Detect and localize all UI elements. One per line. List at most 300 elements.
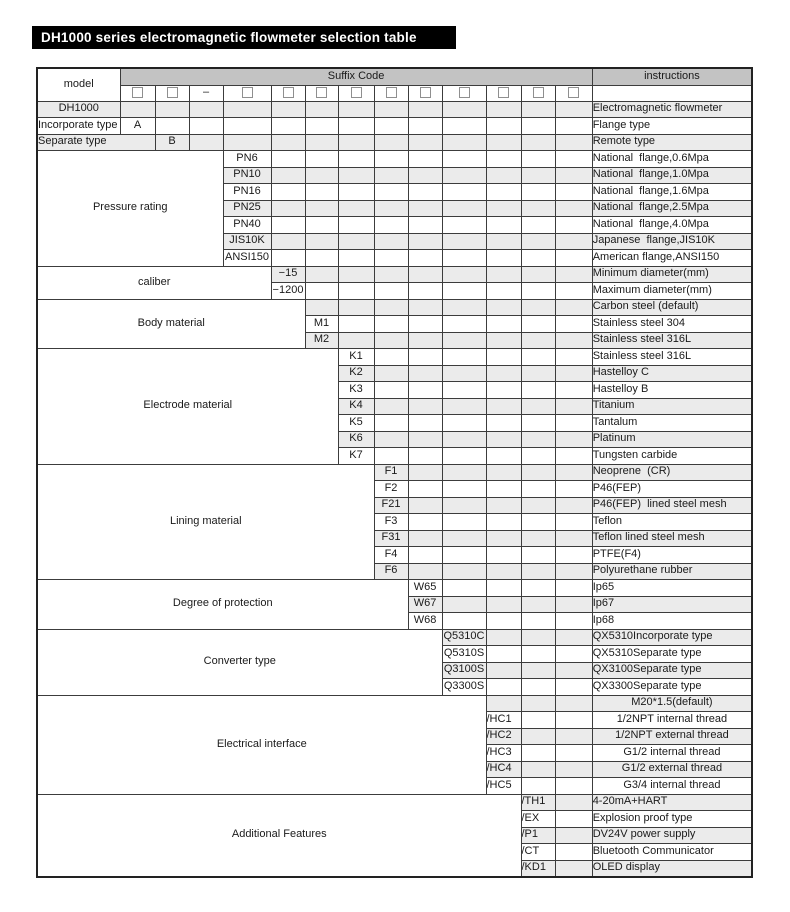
empty-cell	[305, 233, 338, 250]
empty-cell	[408, 167, 442, 184]
model-header: model	[37, 68, 120, 101]
empty-cell	[486, 250, 521, 267]
empty-cell	[555, 629, 592, 646]
code-cell: A	[120, 118, 155, 135]
empty-cell	[338, 101, 374, 118]
table-row-caliber-1	[37, 266, 752, 283]
empty-cell	[338, 266, 374, 283]
empty-cell	[408, 151, 442, 168]
section-label-additional-features: Additional Features	[37, 794, 521, 877]
empty-cell	[555, 167, 592, 184]
instruction-cell: G1/2 internal thread	[592, 745, 752, 762]
empty-cell	[374, 448, 408, 465]
empty-cell	[521, 596, 555, 613]
code-cell: F1	[374, 464, 408, 481]
empty-cell	[521, 629, 555, 646]
instruction-cell: Hastelloy B	[592, 382, 752, 399]
checkbox-cell	[223, 85, 271, 101]
empty-cell	[555, 233, 592, 250]
table-row-electrical-interface-1	[37, 695, 752, 712]
empty-cell	[521, 695, 555, 712]
empty-cell	[555, 794, 592, 811]
empty-cell	[521, 448, 555, 465]
empty-cell	[271, 200, 305, 217]
empty-cell	[189, 134, 223, 151]
checkbox-icon	[420, 87, 431, 98]
empty-cell	[305, 266, 338, 283]
dash-separator: –	[202, 86, 210, 99]
instruction-cell: National flange,1.0Mpa	[592, 167, 752, 184]
empty-cell	[555, 118, 592, 135]
empty-cell	[338, 332, 374, 349]
code-cell: K7	[338, 448, 374, 465]
empty-cell	[408, 101, 442, 118]
empty-cell	[442, 134, 486, 151]
empty-cell	[486, 398, 521, 415]
empty-cell	[271, 250, 305, 267]
empty-cell	[408, 184, 442, 201]
empty-cell	[521, 233, 555, 250]
table-row-body-material-1	[37, 299, 752, 316]
empty-cell	[486, 283, 521, 300]
empty-cell	[408, 266, 442, 283]
code-cell: PN40	[223, 217, 271, 234]
empty-cell	[442, 497, 486, 514]
empty-cell	[442, 365, 486, 382]
table-row-model-3	[37, 134, 752, 151]
dash-cell	[189, 85, 223, 101]
instruction-cell: Neoprene (CR)	[592, 464, 752, 481]
section-label-electrical-interface: Electrical interface	[37, 695, 486, 794]
empty-cell	[305, 217, 338, 234]
empty-cell	[486, 646, 521, 663]
empty-cell	[521, 398, 555, 415]
empty-cell	[338, 233, 374, 250]
code-cell: F21	[374, 497, 408, 514]
empty-cell	[521, 382, 555, 399]
checkbox-cell	[155, 85, 189, 101]
instruction-cell: Carbon steel (default)	[592, 299, 752, 316]
checkbox-cell	[271, 85, 305, 101]
code-cell: K4	[338, 398, 374, 415]
empty-cell	[408, 547, 442, 564]
empty-cell	[486, 332, 521, 349]
empty-cell	[305, 167, 338, 184]
instruction-cell: Minimum diameter(mm)	[592, 266, 752, 283]
instruction-cell: OLED display	[592, 860, 752, 877]
empty-cell	[442, 349, 486, 366]
empty-cell	[442, 217, 486, 234]
code-cell: F6	[374, 563, 408, 580]
empty-cell	[442, 580, 486, 597]
empty-cell	[555, 349, 592, 366]
suffix-code-header: Suffix Code	[120, 68, 592, 85]
instruction-cell: G3/4 internal thread	[592, 778, 752, 795]
empty-cell	[442, 250, 486, 267]
empty-cell	[486, 679, 521, 696]
instruction-cell: Remote type	[592, 134, 752, 151]
instruction-cell: Ip67	[592, 596, 752, 613]
instruction-cell: Bluetooth Communicator	[592, 844, 752, 861]
empty-cell	[486, 497, 521, 514]
code-cell: PN10	[223, 167, 271, 184]
code-cell: F31	[374, 530, 408, 547]
empty-cell	[555, 745, 592, 762]
empty-cell	[521, 728, 555, 745]
table-row-model-1	[37, 101, 752, 118]
table-row-electrode-material-1	[37, 349, 752, 366]
row-label-model-3: Separate type	[37, 134, 155, 151]
checkbox-icon	[167, 87, 178, 98]
code-cell: PN25	[223, 200, 271, 217]
empty-cell	[305, 283, 338, 300]
checkbox-cell	[521, 85, 555, 101]
empty-cell	[408, 299, 442, 316]
empty-cell	[408, 233, 442, 250]
empty-cell	[521, 613, 555, 630]
empty-cell	[521, 662, 555, 679]
instruction-cell: QX5310Separate type	[592, 646, 752, 663]
empty-cell	[555, 332, 592, 349]
instruction-cell: 1/2NPT internal thread	[592, 712, 752, 729]
empty-cell	[555, 448, 592, 465]
empty-cell	[442, 283, 486, 300]
instruction-cell: 4-20mA+HART	[592, 794, 752, 811]
empty-cell	[555, 547, 592, 564]
code-cell: /TH1	[521, 794, 555, 811]
empty-cell	[521, 134, 555, 151]
empty-cell	[442, 316, 486, 333]
code-cell: /HC1	[486, 712, 521, 729]
empty-cell	[223, 134, 271, 151]
empty-cell	[521, 217, 555, 234]
code-cell: −1200	[271, 283, 305, 300]
checkbox-icon	[316, 87, 327, 98]
empty-cell	[442, 514, 486, 531]
code-cell: M1	[305, 316, 338, 333]
empty-cell	[374, 299, 408, 316]
empty-cell	[442, 266, 486, 283]
section-label-lining-material: Lining material	[37, 464, 374, 580]
instruction-cell: Stainless steel 316L	[592, 349, 752, 366]
instruction-cell: Teflon	[592, 514, 752, 531]
instruction-cell: Electromagnetic flowmeter	[592, 101, 752, 118]
empty-cell	[521, 497, 555, 514]
empty-cell	[408, 464, 442, 481]
instruction-cell: QX3300Separate type	[592, 679, 752, 696]
row-label-model-1: DH1000	[37, 101, 120, 118]
code-cell: PN16	[223, 184, 271, 201]
empty-cell	[305, 101, 338, 118]
instruction-cell: P46(FEP) lined steel mesh	[592, 497, 752, 514]
code-cell: JIS10K	[223, 233, 271, 250]
empty-cell	[486, 415, 521, 432]
empty-cell	[521, 349, 555, 366]
empty-cell	[408, 332, 442, 349]
code-cell: F3	[374, 514, 408, 531]
empty-cell	[271, 101, 305, 118]
empty-cell	[408, 217, 442, 234]
checkbox-icon	[459, 87, 470, 98]
code-cell: /P1	[521, 827, 555, 844]
instruction-cell: QX3100Separate type	[592, 662, 752, 679]
empty-cell	[555, 217, 592, 234]
code-cell: ANSI150	[223, 250, 271, 267]
empty-cell	[374, 167, 408, 184]
code-cell	[305, 299, 338, 316]
empty-cell	[521, 332, 555, 349]
row-label-model-2: Incorporate type	[37, 118, 120, 135]
code-cell: /CT	[521, 844, 555, 861]
table-row-degree-of-protection-1	[37, 580, 752, 597]
empty-cell	[374, 332, 408, 349]
empty-cell	[486, 365, 521, 382]
empty-cell	[555, 613, 592, 630]
empty-cell	[486, 448, 521, 465]
empty-cell	[555, 530, 592, 547]
empty-cell	[555, 844, 592, 861]
checkbox-cell	[486, 85, 521, 101]
empty-cell	[555, 860, 592, 877]
checkbox-row	[37, 85, 752, 101]
empty-cell	[374, 316, 408, 333]
empty-cell	[374, 382, 408, 399]
section-label-pressure-rating: Pressure rating	[37, 151, 223, 267]
empty-cell	[486, 481, 521, 498]
empty-cell	[408, 200, 442, 217]
empty-cell	[555, 563, 592, 580]
empty-cell	[120, 101, 155, 118]
code-cell: /HC2	[486, 728, 521, 745]
empty-cell	[521, 283, 555, 300]
empty-cell	[374, 250, 408, 267]
checkbox-cell	[120, 85, 155, 101]
empty-cell	[486, 316, 521, 333]
empty-cell	[486, 151, 521, 168]
section-label-caliber: caliber	[37, 266, 271, 299]
checkbox-icon	[283, 87, 294, 98]
code-cell: −15	[271, 266, 305, 283]
instruction-cell: Hastelloy C	[592, 365, 752, 382]
table-row-pressure-rating-1	[37, 151, 752, 168]
empty-cell	[305, 250, 338, 267]
empty-cell	[521, 200, 555, 217]
empty-cell	[555, 184, 592, 201]
empty-cell	[271, 151, 305, 168]
section-label-converter-type: Converter type	[37, 629, 442, 695]
empty-cell	[555, 398, 592, 415]
empty-cell	[442, 431, 486, 448]
instruction-cell: 1/2NPT external thread	[592, 728, 752, 745]
code-cell: F2	[374, 481, 408, 498]
empty-cell	[486, 101, 521, 118]
empty-cell	[442, 448, 486, 465]
empty-cell	[442, 151, 486, 168]
empty-cell	[486, 217, 521, 234]
empty-cell	[555, 827, 592, 844]
empty-cell	[271, 233, 305, 250]
empty-cell	[521, 547, 555, 564]
empty-cell	[521, 167, 555, 184]
empty-cell	[408, 415, 442, 432]
empty-cell	[521, 481, 555, 498]
empty-cell	[555, 415, 592, 432]
instruction-cell: G1/2 external thread	[592, 761, 752, 778]
empty-cell	[521, 431, 555, 448]
empty-cell	[486, 431, 521, 448]
empty-cell	[486, 134, 521, 151]
empty-cell	[486, 299, 521, 316]
empty-cell	[486, 613, 521, 630]
empty-cell	[442, 398, 486, 415]
instruction-cell: Stainless steel 304	[592, 316, 752, 333]
instruction-cell: Explosion proof type	[592, 811, 752, 828]
code-cell: Q5310S	[442, 646, 486, 663]
empty-cell	[271, 217, 305, 234]
empty-cell	[374, 101, 408, 118]
instruction-cell: Maximum diameter(mm)	[592, 283, 752, 300]
empty-cell	[408, 448, 442, 465]
empty-cell	[374, 134, 408, 151]
empty-cell	[408, 250, 442, 267]
code-cell: Q3100S	[442, 662, 486, 679]
page-title: DH1000 series electromagnetic flowmeter selection table	[32, 26, 456, 49]
checkbox-cell	[555, 85, 592, 101]
empty-cell	[555, 200, 592, 217]
code-cell: M2	[305, 332, 338, 349]
empty-cell	[555, 761, 592, 778]
empty-cell	[486, 563, 521, 580]
empty-cell	[521, 299, 555, 316]
code-cell: K1	[338, 349, 374, 366]
empty-cell	[521, 563, 555, 580]
instruction-cell: Polyurethane rubber	[592, 563, 752, 580]
empty-cell	[521, 464, 555, 481]
header-row	[37, 68, 752, 85]
checkbox-cell	[442, 85, 486, 101]
empty-cell	[521, 580, 555, 597]
empty-cell	[338, 316, 374, 333]
empty-cell	[408, 316, 442, 333]
instruction-cell: PTFE(F4)	[592, 547, 752, 564]
empty-cell	[408, 481, 442, 498]
table-row-model-2	[37, 118, 752, 135]
empty-cell	[555, 266, 592, 283]
code-cell: /HC5	[486, 778, 521, 795]
empty-cell	[338, 118, 374, 135]
checkbox-cell	[374, 85, 408, 101]
empty-cell	[521, 712, 555, 729]
empty-cell	[338, 134, 374, 151]
empty-cell	[271, 118, 305, 135]
empty-cell	[442, 167, 486, 184]
empty-cell	[442, 233, 486, 250]
empty-cell	[555, 497, 592, 514]
empty-cell	[374, 151, 408, 168]
empty-cell	[408, 497, 442, 514]
instruction-cell: Platinum	[592, 431, 752, 448]
checkbox-icon	[132, 87, 143, 98]
empty-cell	[442, 118, 486, 135]
empty-cell	[408, 283, 442, 300]
empty-cell	[408, 365, 442, 382]
empty-cell	[155, 101, 189, 118]
empty-cell	[521, 745, 555, 762]
empty-cell	[442, 464, 486, 481]
empty-cell	[442, 415, 486, 432]
empty-cell	[555, 134, 592, 151]
table-row-converter-type-1	[37, 629, 752, 646]
instruction-cell: Teflon lined steel mesh	[592, 530, 752, 547]
empty-cell	[486, 464, 521, 481]
empty-cell	[374, 349, 408, 366]
code-cell: W68	[408, 613, 442, 630]
checkbox-cell	[408, 85, 442, 101]
empty-cell	[555, 514, 592, 531]
empty-cell	[374, 184, 408, 201]
empty-cell	[271, 184, 305, 201]
empty-cell	[486, 530, 521, 547]
empty-cell	[555, 431, 592, 448]
instructions-header: instructions	[592, 68, 752, 85]
instructions-subheader	[592, 85, 752, 101]
empty-cell	[555, 316, 592, 333]
code-cell: /HC4	[486, 761, 521, 778]
empty-cell	[521, 761, 555, 778]
instruction-cell: Ip68	[592, 613, 752, 630]
code-cell: /EX	[521, 811, 555, 828]
code-cell: Q3300S	[442, 679, 486, 696]
empty-cell	[223, 118, 271, 135]
instruction-cell: Japanese flange,JIS10K	[592, 233, 752, 250]
empty-cell	[408, 118, 442, 135]
empty-cell	[374, 431, 408, 448]
empty-cell	[486, 233, 521, 250]
empty-cell	[555, 646, 592, 663]
empty-cell	[521, 101, 555, 118]
empty-cell	[555, 596, 592, 613]
section-label-body-material: Body material	[37, 299, 305, 349]
empty-cell	[486, 596, 521, 613]
empty-cell	[486, 547, 521, 564]
code-cell: Q5310C	[442, 629, 486, 646]
instruction-cell: National flange,1.6Mpa	[592, 184, 752, 201]
empty-cell	[374, 365, 408, 382]
empty-cell	[521, 151, 555, 168]
empty-cell	[305, 118, 338, 135]
empty-cell	[555, 151, 592, 168]
empty-cell	[555, 580, 592, 597]
checkbox-icon	[568, 87, 579, 98]
empty-cell	[442, 332, 486, 349]
empty-cell	[408, 349, 442, 366]
instruction-cell: Ip65	[592, 580, 752, 597]
empty-cell	[442, 613, 486, 630]
empty-cell	[189, 118, 223, 135]
empty-cell	[408, 514, 442, 531]
code-cell: K6	[338, 431, 374, 448]
empty-cell	[486, 629, 521, 646]
empty-cell	[442, 184, 486, 201]
empty-cell	[486, 266, 521, 283]
empty-cell	[555, 299, 592, 316]
empty-cell	[408, 530, 442, 547]
empty-cell	[374, 415, 408, 432]
empty-cell	[442, 481, 486, 498]
table-row-lining-material-1	[37, 464, 752, 481]
empty-cell	[555, 662, 592, 679]
empty-cell	[555, 382, 592, 399]
